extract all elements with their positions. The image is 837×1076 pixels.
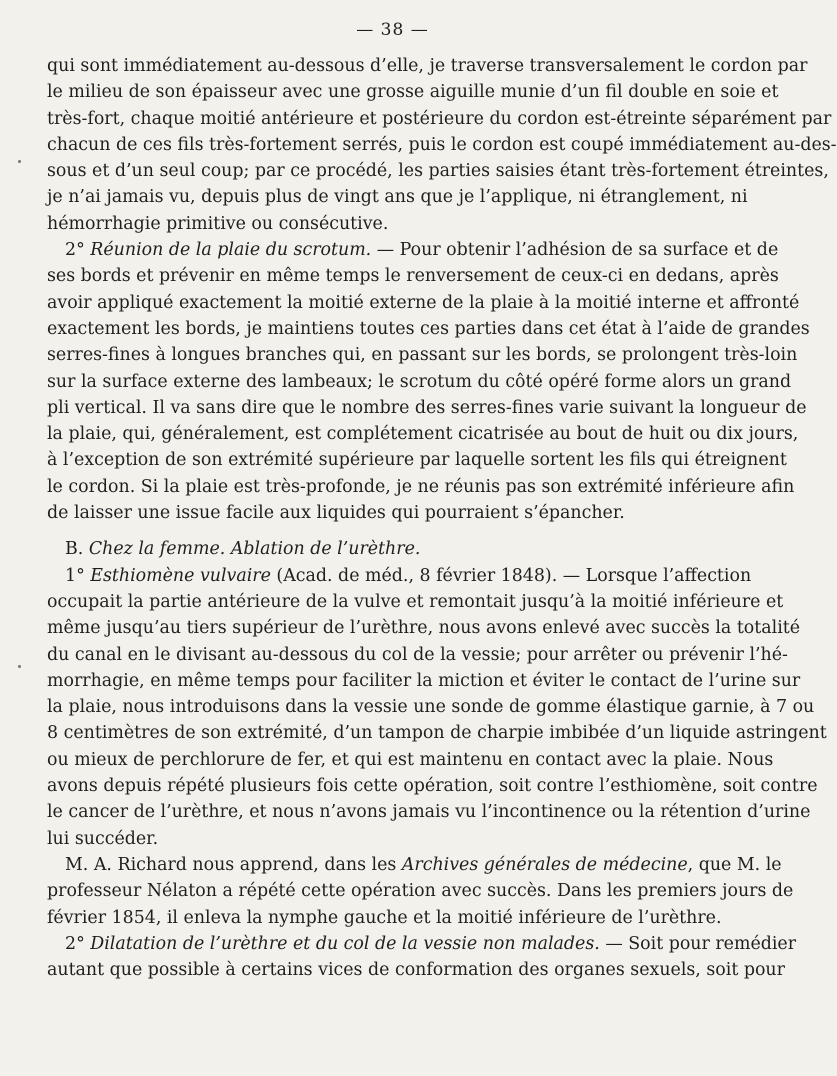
text-run: 8 centimètres de son extrémité, d’un tampon de charpie imbibée d’un liquide astringent — [47, 723, 827, 744]
text-line — [47, 720, 827, 746]
text-run: le milieu de son épaisseur avec une grosse aiguille munie d’un fil double en soie et — [47, 82, 779, 103]
text-line — [47, 905, 738, 931]
text-run: pli vertical. Il va sans dire que le nombre des serres-fines varie suivant la longueur de — [47, 397, 807, 418]
text-run: je n’ai jamais vu, depuis plus de vingt ans que je l’applique, ni étranglement, ni — [47, 187, 748, 208]
text-run: B. — [65, 539, 89, 560]
text-line — [47, 668, 801, 694]
text-run: avons depuis répété plusieurs fois cette opération, soit contre l’esthiomène, soit contre — [47, 776, 818, 797]
text-line — [47, 395, 807, 421]
text-line — [47, 694, 815, 720]
text-line — [47, 79, 779, 105]
text-run: le cancer de l’urèthre, et nous n’avons jamais vu l’incontinence ou la rétention d’urine — [47, 802, 811, 823]
text-run: la plaie, nous introduisons dans la vessie une sonde de gomme élastique garnie, à 7 ou — [47, 697, 815, 718]
text-run: qui sont immédiatement au-dessous d’elle, je traverse transversalement le cordon par — [47, 56, 808, 76]
text-line — [47, 852, 782, 878]
text-line — [47, 421, 799, 447]
text-line — [47, 878, 794, 904]
text-run: professeur Nélaton a répété cette opération avec succès. Dans les premiers jours de — [47, 881, 794, 902]
text-line — [47, 263, 779, 289]
text-line — [47, 500, 738, 526]
text-run: avoir appliqué exactement la moitié externe de la plaie à la moitié interne et affronté — [47, 292, 800, 313]
text-run: exactement les bords, je maintiens toutes ces parties dans cet état à l’aide de grandes — [47, 318, 810, 339]
text-line — [47, 615, 801, 641]
text-run: — Soit pour remédier — [599, 933, 797, 954]
page-number: — 38 — — [356, 20, 429, 40]
text-run: le cordon. Si la plaie est très-profonde, je ne réunis pas son extrémité inférieure afin — [47, 476, 795, 497]
text-line — [47, 957, 785, 983]
italic-text: Chez la femme. Ablation de l’urèthre. — [88, 539, 421, 560]
text-line — [47, 773, 818, 799]
text-line — [47, 563, 752, 589]
text-line — [47, 826, 738, 852]
text-line — [47, 589, 784, 615]
text-line — [47, 747, 774, 773]
text-run: de laisser une issue facile aux liquides qui pourraient s’épancher. — [47, 503, 625, 524]
text-run: (Acad. de méd., 8 février 1848). — Lorsque l’affection — [270, 565, 752, 586]
text-line — [47, 342, 798, 368]
text-run: M. A. Richard nous apprend, dans les — [65, 854, 402, 875]
text-run: la plaie, qui, généralement, est complétement cicatrisée au bout de huit ou dix jours, — [47, 424, 799, 445]
text-line — [47, 211, 738, 237]
text-line — [47, 158, 829, 184]
section-gap — [47, 526, 738, 536]
text-line — [47, 447, 787, 473]
text-run: 2° — [65, 933, 91, 954]
text-line — [47, 931, 797, 957]
text-run: février 1854, il enleva la nymphe gauche et la moitié inférieure de l’urèthre. — [47, 907, 722, 928]
text-run: occupait la partie antérieure de la vulve et remontait jusqu’à la moitié inférieure et — [47, 591, 784, 612]
text-run: même jusqu’au tiers supérieur de l’urèthre, nous avons enlevé avec succès la totalité — [47, 618, 801, 639]
italic-text: Archives générales de médecine — [401, 854, 688, 875]
text-line — [47, 132, 837, 158]
text-line — [47, 474, 795, 500]
text-line — [47, 536, 738, 562]
text-run: lui succéder. — [47, 828, 159, 849]
margin-speck — [18, 665, 21, 668]
text-run: du canal en le divisant au-dessous du col de la vessie; pour arrêter ou prévenir l’hé- — [47, 644, 788, 665]
text-run: très-fort, chaque moitié antérieure et postérieure du cordon est-étreinte séparément par — [47, 108, 832, 129]
text-run: hémorrhagie primitive ou consécutive. — [47, 213, 389, 234]
text-line — [47, 237, 779, 263]
text-line — [47, 53, 808, 79]
text-run: sous et d’un seul coup; par ce procédé, les parties saisies étant très-fortement étreintes, — [47, 161, 829, 182]
text-run: autant que possible à certains vices de conformation des organes sexuels, soit pour — [47, 960, 785, 981]
italic-text: Réunion de la plaie du scrotum. — [90, 240, 372, 261]
text-run: à l’exception de son extrémité supérieure par laquelle sortent les fils qui étreignent — [47, 450, 787, 471]
text-line — [47, 184, 748, 210]
text-run: ou mieux de perchlorure de fer, et qui est maintenu en contact avec la plaie. Nous — [47, 749, 774, 770]
body-text — [47, 53, 837, 983]
text-line — [47, 369, 792, 395]
text-run: serres-fines à longues branches qui, en passant sur les bords, se prolongent très-loin — [47, 345, 798, 366]
text-run: sur la surface externe des lambeaux; le scrotum du côté opéré forme alors un grand — [47, 371, 792, 392]
italic-text: Dilatation de l’urèthre et du col de la vessie non malades. — [90, 933, 600, 954]
text-run: ses bords et prévenir en même temps le renversement de ceux-ci en dedans, après — [47, 266, 779, 287]
text-run: 1° — [65, 565, 91, 586]
text-line — [47, 316, 810, 342]
text-line — [47, 290, 800, 316]
text-line — [47, 799, 811, 825]
text-run: 2° — [65, 240, 91, 261]
text-run: morrhagie, en même temps pour faciliter la miction et éviter le contact de l’urine sur — [47, 670, 801, 691]
text-run: , que M. le — [687, 854, 782, 875]
margin-speck — [18, 160, 21, 163]
text-line — [47, 106, 832, 132]
italic-text: Esthiomène vulvaire — [90, 565, 271, 586]
text-line — [47, 642, 788, 668]
text-run: chacun de ces fils très-fortement serrés, puis le cordon est coupé immédiatement au-des- — [47, 134, 837, 155]
text-run: — Pour obtenir l’adhésion de sa surface et de — [371, 240, 779, 261]
